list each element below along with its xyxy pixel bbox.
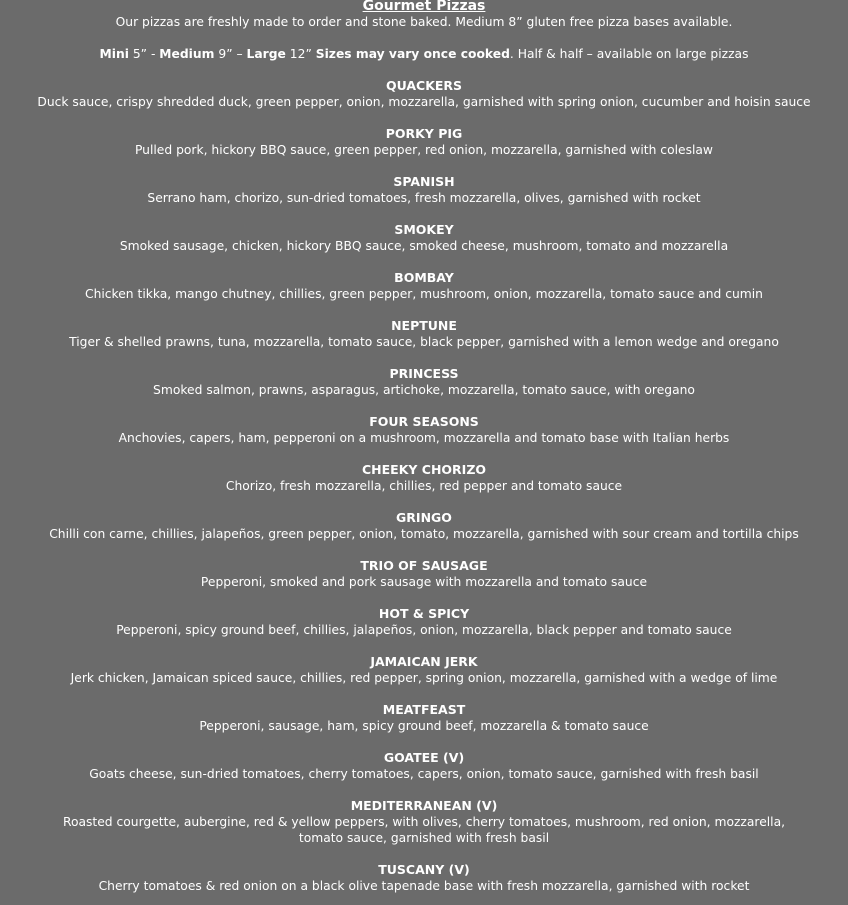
- pizza-name: QUACKERS: [385, 78, 463, 93]
- menu-intro: Our pizzas are freshly made to order and stone baked. Medium 8” gluten free pizza bases available.: [115, 15, 733, 29]
- pizza-description: Smoked salmon, prawns, asparagus, artichoke, mozzarella, tomato sauce, with oregano: [153, 383, 695, 397]
- list-item: [8, 798, 840, 846]
- menu-title: Gourmet Pizzas: [362, 0, 486, 14]
- list-item: [8, 862, 840, 894]
- pizza-name: SMOKEY: [394, 222, 454, 237]
- pizza-description: Anchovies, capers, ham, pepperoni on a mushroom, mozzarella and tomato base with Italian herbs: [118, 431, 730, 445]
- pizza-description: Chilli con carne, chillies, jalapeños, green pepper, onion, tomato, mozzarella, garnished with sour cream and tortilla chips: [49, 527, 799, 541]
- size-large-label: Large: [246, 47, 286, 61]
- pizza-description: Serrano ham, chorizo, sun-dried tomatoes, fresh mozzarella, olives, garnished with rocket: [147, 191, 701, 205]
- pizza-description: Pepperoni, smoked and pork sausage with mozzarella and tomato sauce: [200, 575, 648, 589]
- half-and-half-note: . Half & half – available on large pizzas: [509, 47, 749, 61]
- list-item: [8, 174, 840, 206]
- list-item: [8, 366, 840, 398]
- pizza-name: SPANISH: [393, 174, 455, 189]
- size-mini-label: Mini: [99, 47, 129, 61]
- size-mini: 5” -: [128, 47, 160, 61]
- pizza-description: Chorizo, fresh mozzarella, chillies, red pepper and tomato sauce: [225, 479, 623, 493]
- list-item: [8, 750, 840, 782]
- pizza-name: BOMBAY: [394, 270, 454, 285]
- pizza-list: [8, 78, 840, 894]
- size-large: 12”: [285, 47, 316, 61]
- list-item: [8, 222, 840, 254]
- pizza-description: Goats cheese, sun-dried tomatoes, cherry tomatoes, capers, onion, tomato sauce, garnished with fresh basil: [89, 767, 759, 781]
- pizza-description: Tiger & shelled prawns, tuna, mozzarella, tomato sauce, black pepper, garnished with a lemon wedge and oregano: [69, 335, 779, 349]
- list-item: [8, 702, 840, 734]
- size-medium: 9” –: [214, 47, 247, 61]
- pizza-name: PRINCESS: [389, 366, 459, 381]
- list-item: [8, 558, 840, 590]
- list-item: [8, 510, 840, 542]
- pizza-description: Pepperoni, sausage, ham, spicy ground beef, mozzarella & tomato sauce: [199, 719, 649, 733]
- list-item: [8, 414, 840, 446]
- pizza-name: MEATFEAST: [382, 702, 466, 717]
- pizza-name: GOATEE (V): [383, 750, 465, 765]
- pizza-name: JAMAICAN JERK: [370, 654, 478, 669]
- pizza-description: Duck sauce, crispy shredded duck, green pepper, onion, mozzarella, garnished with spring onion, cucumber and hoisin sauce: [37, 95, 811, 109]
- size-info: [8, 46, 840, 62]
- pizza-name: GRINGO: [396, 510, 452, 525]
- list-item: [8, 318, 840, 350]
- pizza-name: NEPTUNE: [391, 318, 457, 333]
- list-item: [8, 270, 840, 302]
- list-item: [8, 78, 840, 110]
- pizza-description: Pepperoni, spicy ground beef, chillies, jalapeños, onion, mozzarella, black pepper and tomato sauce: [116, 623, 732, 637]
- size-medium-label: Medium: [159, 47, 215, 61]
- pizza-name: TRIO OF SAUSAGE: [360, 558, 488, 573]
- pizza-description: Chicken tikka, mango chutney, chillies, green pepper, mushroom, onion, mozzarella, tomato sauce and cumin: [85, 287, 763, 301]
- pizza-name: CHEEKY CHORIZO: [361, 462, 487, 477]
- pizza-name: TUSCANY (V): [378, 862, 470, 877]
- size-note: Sizes may vary once cooked: [315, 47, 510, 61]
- pizza-description: Jerk chicken, Jamaican spiced sauce, chillies, red pepper, spring onion, mozzarella, garnished with a wedge of lime: [70, 671, 778, 685]
- list-item: [8, 126, 840, 158]
- pizza-name: HOT & SPICY: [378, 606, 470, 621]
- pizza-name: PORKY PIG: [385, 126, 463, 141]
- pizza-description: Pulled pork, hickory BBQ sauce, green pepper, red onion, mozzarella, garnished with coleslaw: [134, 143, 713, 157]
- list-item: [8, 654, 840, 686]
- pizza-description: Smoked sausage, chicken, hickory BBQ sauce, smoked cheese, mushroom, tomato and mozzarella: [119, 239, 729, 253]
- pizza-description: Roasted courgette, aubergine, red & yellow peppers, with olives, cherry tomatoes, mushroom, red onion, mozzarella, tomato sauce, garnished with fresh basil: [62, 815, 786, 845]
- pizza-name: MEDITERRANEAN (V): [350, 798, 498, 813]
- pizza-name: FOUR SEASONS: [369, 414, 479, 429]
- list-item: [8, 606, 840, 638]
- pizza-description: Cherry tomatoes & red onion on a black olive tapenade base with fresh mozzarella, garnished with rocket: [98, 879, 750, 893]
- list-item: [8, 462, 840, 494]
